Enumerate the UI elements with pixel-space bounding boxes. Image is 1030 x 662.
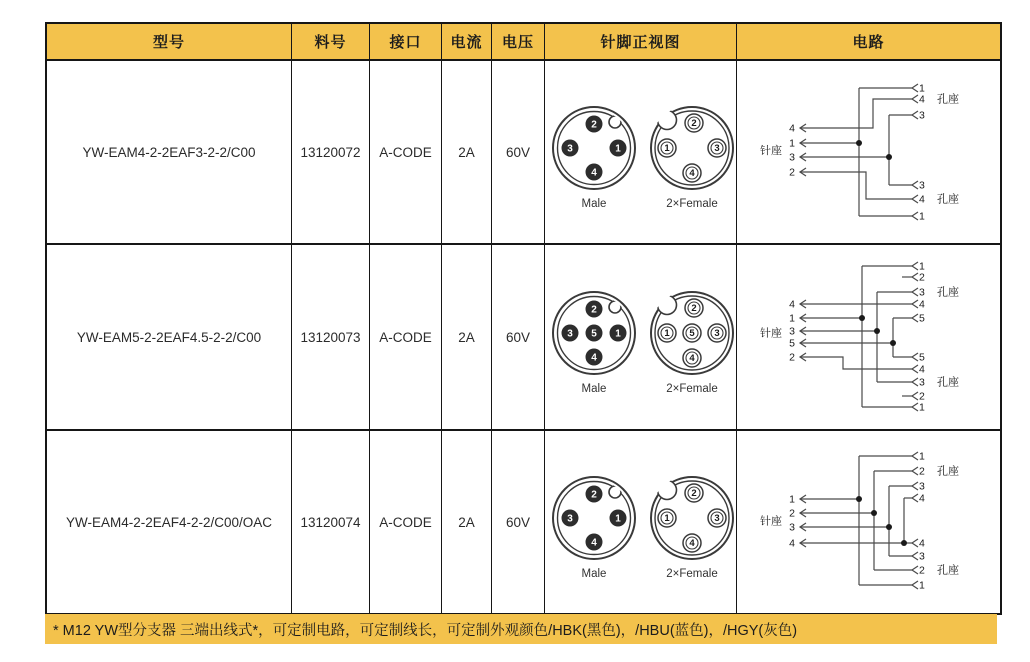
column-header-label: 电压: [501, 34, 534, 51]
male-pin-number: 1: [615, 513, 621, 525]
top-pin-number: 1: [918, 82, 925, 95]
male-connector: [553, 292, 635, 374]
table-header-row: [47, 24, 1000, 61]
top-pin-number: 4: [918, 93, 925, 106]
keyway-notch: [609, 116, 621, 128]
keyway-notch: [609, 301, 621, 313]
circuit-cell: [737, 431, 1000, 613]
male-pin-number: 2: [591, 304, 597, 316]
pin-view-cell: [545, 61, 737, 243]
left-pin-number: 3: [788, 151, 795, 164]
column-header-label: 电流: [450, 34, 483, 51]
female-pin-number: 1: [664, 513, 670, 524]
interface-text: A-CODE: [379, 329, 432, 345]
interface-cell: [370, 245, 442, 429]
male-label: Male: [581, 568, 607, 580]
current-text: 2A: [458, 329, 475, 345]
part-no-text: 13120072: [300, 144, 361, 160]
female-pin-number: 2: [691, 303, 697, 314]
bottom-pin-number: 3: [918, 550, 925, 563]
current-cell: [442, 431, 492, 613]
male-pin-number: 4: [591, 352, 597, 364]
female-side-label: 孔座: [936, 93, 959, 106]
junction-dots: [856, 496, 907, 546]
column-header-current: [442, 24, 492, 59]
column-header-label: 电路: [852, 34, 885, 51]
column-header-part-no: [292, 24, 370, 59]
part-no-text: 13120073: [300, 329, 361, 345]
circuit-diagram: [738, 433, 1000, 611]
bottom-pin-number: 2: [918, 564, 925, 577]
bottom-pin-number: 3: [918, 179, 925, 192]
female-connector: [651, 292, 733, 374]
footnote-text: * M12 YW型分支器 三端出线式*，可定制电路，可定制线长，可定制外观颜色/HBK(黑色)，/HBU(蓝色)，/HGY(灰色): [53, 622, 798, 639]
keyway-notch: [658, 111, 677, 130]
male-pin-number: 2: [591, 119, 597, 131]
left-pin-number: 4: [788, 298, 795, 311]
table-row: [47, 431, 1000, 613]
circuit-lines: [800, 452, 918, 589]
spec-table: [45, 22, 1002, 615]
male-side-label: 针座: [759, 145, 782, 157]
column-header-circuit: [737, 24, 1000, 59]
left-pin-number: 4: [788, 122, 795, 135]
bottom-pin-number: 3: [918, 376, 925, 389]
female-pin-number: 2: [691, 488, 697, 499]
column-header-label: 接口: [389, 34, 422, 51]
male-pin-number: 3: [567, 513, 573, 525]
part-no-cell: [292, 245, 370, 429]
female-pin-number: 5: [689, 328, 695, 339]
circuit-lines: [800, 262, 918, 411]
bottom-pin-number: 1: [918, 210, 925, 223]
circuit-cell: [737, 61, 1000, 243]
voltage-text: 60V: [505, 144, 531, 160]
male-side-label: 针座: [759, 327, 782, 340]
left-pin-number: 1: [788, 493, 795, 506]
part-no-cell: [292, 431, 370, 613]
part-no-cell: [292, 61, 370, 243]
female-connector: [651, 107, 733, 189]
current-text: 2A: [458, 144, 475, 160]
male-pin-number: 4: [591, 537, 597, 549]
male-side-label: 针座: [759, 515, 782, 528]
pin-view-cell: [545, 245, 737, 429]
male-pin-number: 1: [615, 143, 621, 155]
keyway-notch: [658, 481, 677, 500]
male-pin-number: 1: [615, 328, 621, 340]
model-cell: [47, 61, 292, 243]
female-pin-number: 3: [714, 328, 720, 339]
keyway-notch: [658, 296, 677, 315]
model-cell: [47, 245, 292, 429]
interface-cell: [370, 431, 442, 613]
top-pin-number: 2: [918, 465, 925, 478]
pin-view-diagram: [545, 248, 736, 426]
left-pin-number: 3: [788, 325, 795, 338]
male-pin-number: 5: [591, 328, 597, 340]
interface-cell: [370, 61, 442, 243]
footnote-bar: [45, 614, 997, 644]
left-pin-number: 3: [788, 521, 795, 534]
column-header-voltage: [492, 24, 545, 59]
pin-view-diagram: [545, 433, 736, 611]
top-pin-number: 3: [918, 109, 925, 122]
circuit-diagram: [738, 247, 1000, 427]
left-pin-number: 4: [788, 537, 795, 550]
female-side-label: 孔座: [936, 465, 959, 478]
table-row: [47, 61, 1000, 245]
interface-text: A-CODE: [379, 144, 432, 160]
column-header-label: 料号: [314, 34, 347, 51]
female-pin-number: 2: [691, 118, 697, 129]
male-label: Male: [581, 198, 607, 210]
bottom-pin-number: 4: [918, 363, 925, 376]
pin-view-cell: [545, 431, 737, 613]
female-label: 2×Female: [666, 383, 718, 395]
circuit-lines: [800, 84, 918, 220]
top-pin-number: 5: [918, 312, 925, 325]
female-label: 2×Female: [666, 568, 718, 580]
male-pin-number: 2: [591, 489, 597, 501]
model-text: YW-EAM4-2-2EAF3-2-2/C00: [82, 144, 256, 160]
left-pin-number: 1: [788, 137, 795, 150]
pin-view-diagram: [545, 63, 736, 241]
bottom-pin-number: 1: [918, 579, 925, 592]
male-label: Male: [581, 383, 607, 395]
column-header-pin-view: [545, 24, 737, 59]
model-text: YW-EAM5-2-2EAF4.5-2-2/C00: [76, 329, 262, 345]
column-header-interface: [370, 24, 442, 59]
keyway-notch: [609, 486, 621, 498]
female-side-label: 孔座: [936, 376, 959, 389]
female-side-label: 孔座: [936, 193, 959, 206]
female-pin-number: 4: [689, 353, 695, 364]
top-pin-number: 2: [918, 271, 925, 284]
male-connector: [553, 477, 635, 559]
part-no-text: 13120074: [300, 514, 361, 530]
female-pin-number: 3: [714, 143, 720, 154]
female-label: 2×Female: [666, 198, 718, 210]
bottom-pin-number: 4: [918, 537, 925, 550]
male-pin-number: 3: [567, 328, 573, 340]
bottom-pin-number: 1: [918, 401, 925, 414]
male-pin-number: 3: [567, 143, 573, 155]
male-connector: [553, 107, 635, 189]
female-pin-number: 1: [664, 143, 670, 154]
current-text: 2A: [458, 514, 475, 530]
current-cell: [442, 245, 492, 429]
voltage-text: 60V: [505, 514, 531, 530]
interface-text: A-CODE: [379, 514, 432, 530]
model-cell: [47, 431, 292, 613]
female-connector: [651, 477, 733, 559]
current-cell: [442, 61, 492, 243]
male-pin-number: 4: [591, 167, 597, 179]
female-side-label: 孔座: [936, 286, 959, 299]
voltage-text: 60V: [505, 329, 531, 345]
top-pin-number: 3: [918, 286, 925, 299]
top-pin-number: 3: [918, 480, 925, 493]
bottom-pin-number: 4: [918, 193, 925, 206]
circuit-diagram: [738, 63, 1000, 241]
top-pin-number: 4: [918, 298, 925, 311]
column-header-label: 型号: [152, 34, 185, 51]
female-pin-number: 4: [689, 538, 695, 549]
voltage-cell: [492, 61, 545, 243]
top-pin-number: 4: [918, 492, 925, 505]
left-pin-number: 5: [788, 337, 795, 350]
left-pin-number: 2: [788, 351, 795, 364]
voltage-cell: [492, 245, 545, 429]
bottom-pin-number: 5: [918, 351, 925, 364]
column-header-model: [47, 24, 292, 59]
bottom-pin-number: 2: [918, 390, 925, 403]
female-side-label: 孔座: [936, 564, 959, 577]
circuit-cell: [737, 245, 1000, 429]
top-pin-number: 1: [918, 450, 925, 463]
column-header-label: 针脚正视图: [600, 34, 681, 51]
left-pin-number: 1: [788, 312, 795, 325]
voltage-cell: [492, 431, 545, 613]
female-pin-number: 3: [714, 513, 720, 524]
female-pin-number: 1: [664, 328, 670, 339]
left-pin-number: 2: [788, 166, 795, 179]
table-row: [47, 245, 1000, 431]
model-text: YW-EAM4-2-2EAF4-2-2/C00/OAC: [65, 514, 273, 530]
left-pin-number: 2: [788, 507, 795, 520]
female-pin-number: 4: [689, 168, 695, 179]
top-pin-number: 1: [918, 260, 925, 273]
